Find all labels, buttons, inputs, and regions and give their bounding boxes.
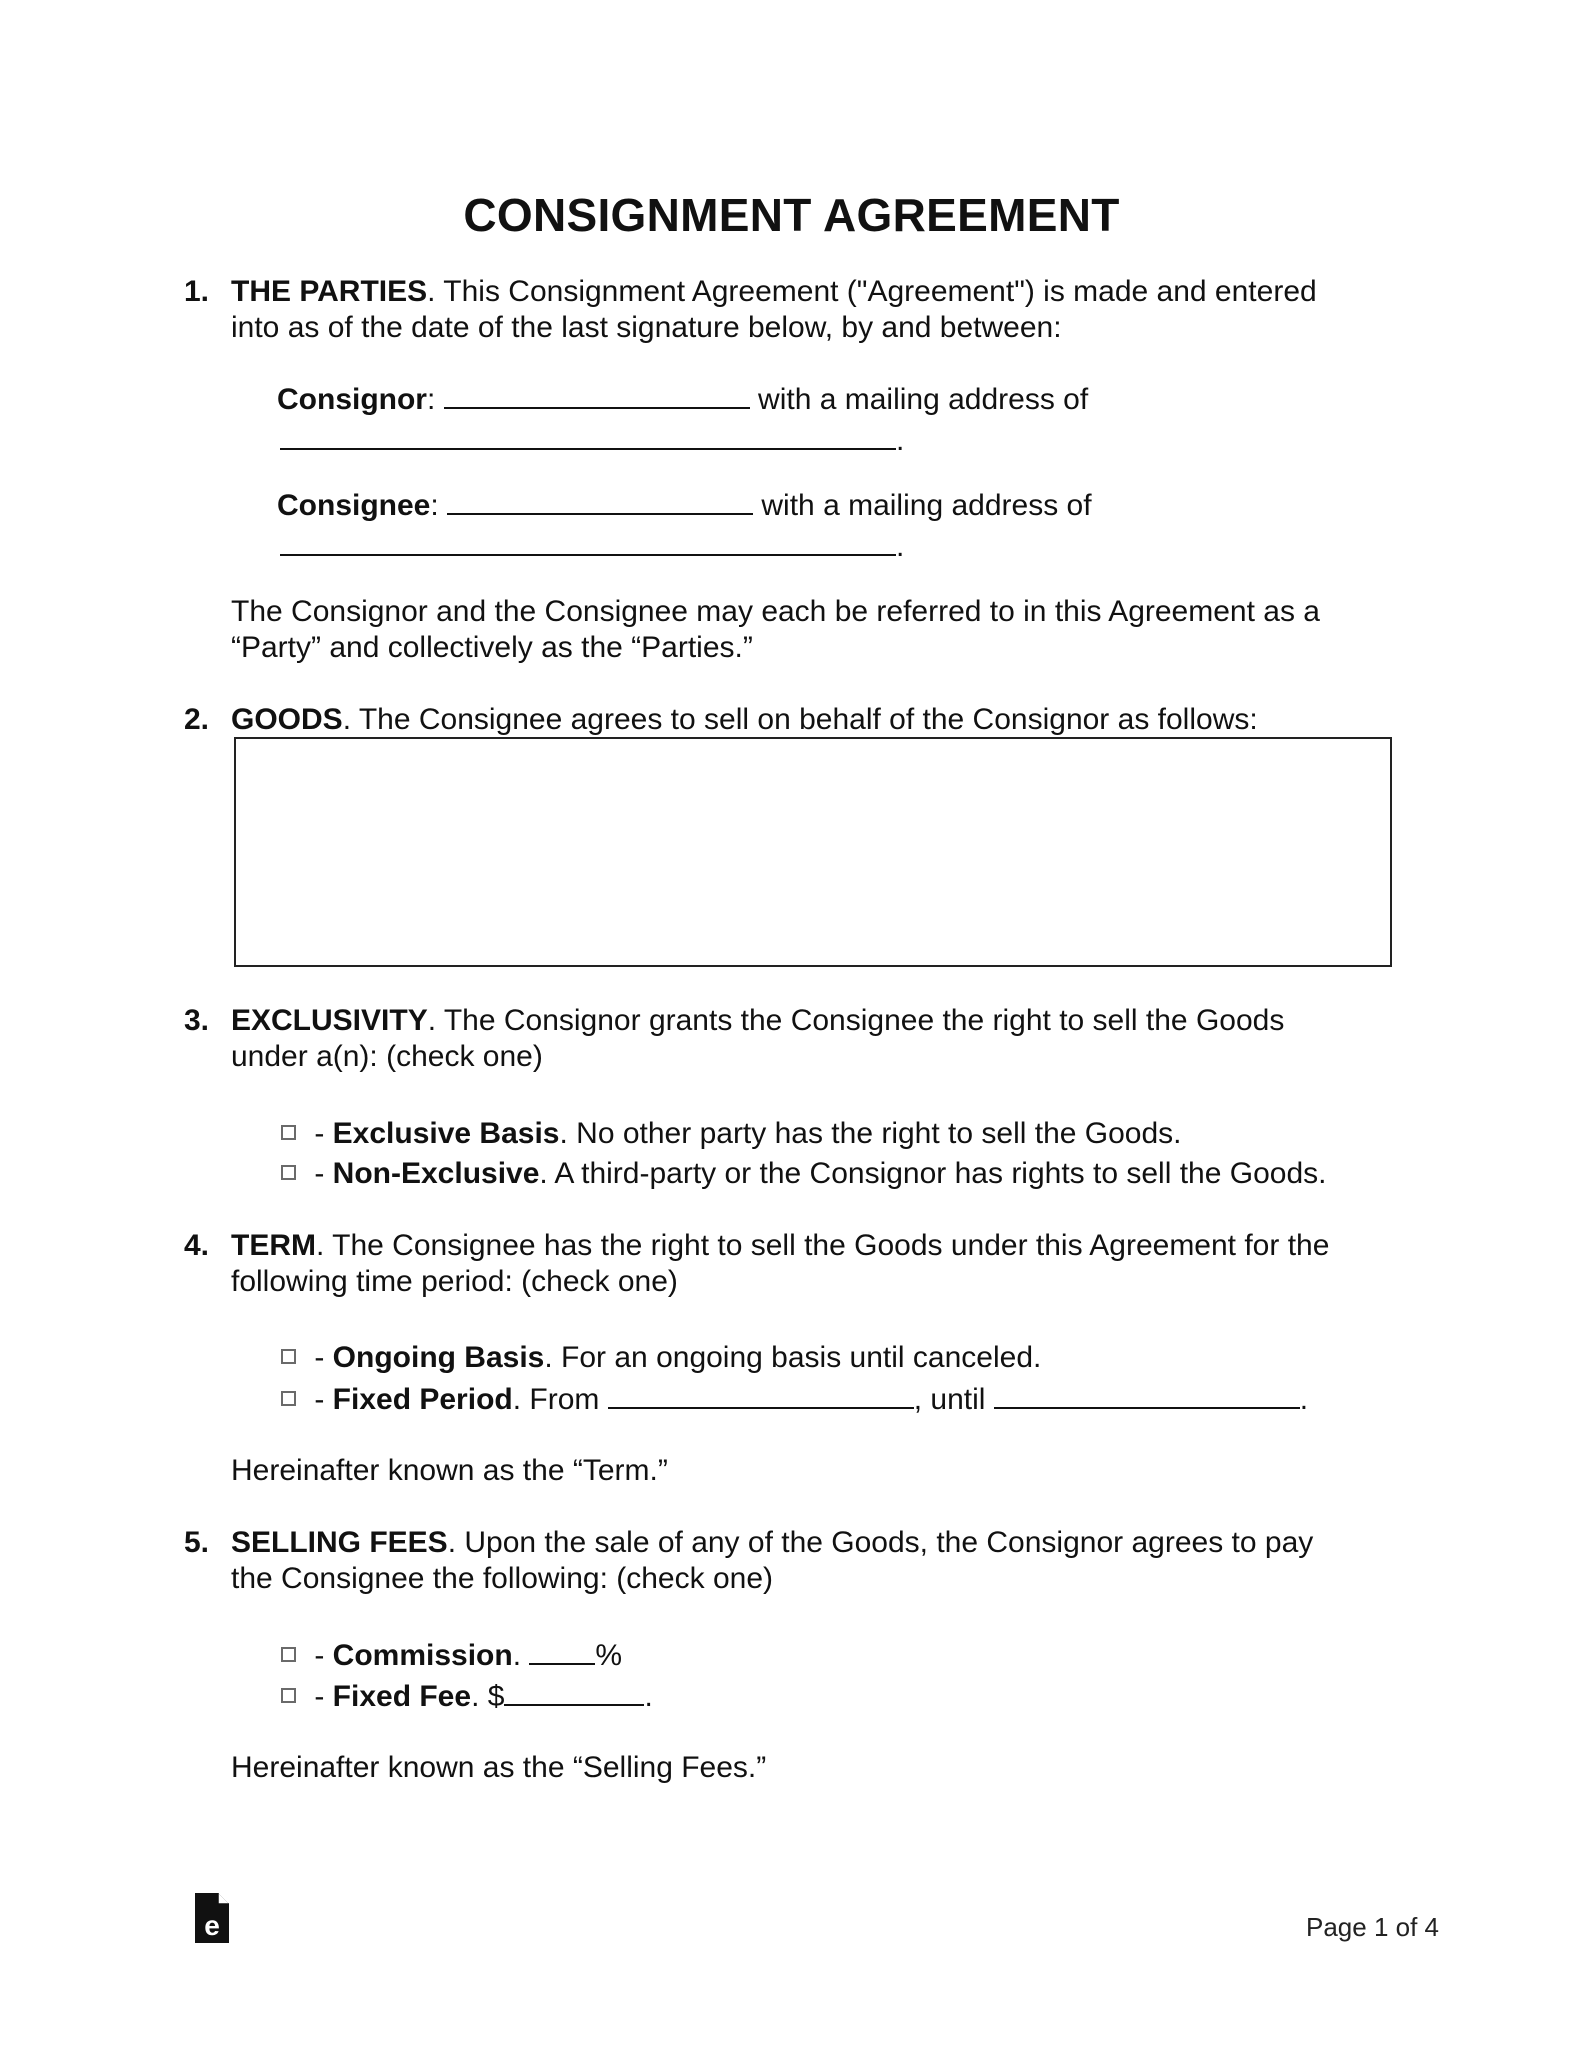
svg-text:e: e (204, 1910, 220, 1941)
exclusivity-intro-line1: EXCLUSIVITY. The Consignor grants the Consignee the right to sell the Goods (231, 1004, 1285, 1037)
consignor-address-field[interactable] (280, 422, 896, 450)
selling-fees-option-fixed-fee: - Fixed Fee. $ . (281, 1678, 653, 1715)
document-title: CONSIGNMENT AGREEMENT (463, 189, 1120, 241)
section-number-selling-fees: 5. (184, 1526, 210, 1559)
selling-fees-intro-line1: SELLING FEES. Upon the sale of any of the Goods, the Consignor agrees to pay (231, 1526, 1314, 1559)
exclusivity-intro-line2: under a(n): (check one) (231, 1040, 543, 1073)
exclusivity-option-exclusive: - Exclusive Basis. No other party has the right to sell the Goods. (281, 1116, 1182, 1152)
parties-reference-line1: The Consignor and the Consignee may each be referred to in this Agreement as a (231, 595, 1320, 628)
exclusivity-heading: EXCLUSIVITY (231, 1004, 428, 1037)
section-number-exclusivity: 3. (184, 1004, 210, 1037)
exclusivity-option-nonexclusive: - Non-Exclusive. A third-party or the Consignor has rights to sell the Goods. (281, 1156, 1326, 1192)
consignee-name-field[interactable] (447, 487, 753, 515)
fixed-period-label: Fixed Period (332, 1383, 513, 1416)
goods-description-field[interactable] (234, 737, 1392, 967)
consignor-line: Consignor: with a mailing address of (277, 383, 1089, 416)
ongoing-basis-label: Ongoing Basis (332, 1341, 545, 1374)
fixed-fee-label: Fixed Fee (332, 1680, 472, 1713)
term-start-date-field[interactable] (608, 1381, 914, 1409)
page-number: Page 1 of 4 (1306, 1912, 1439, 1942)
section-number-term: 4. (184, 1229, 210, 1262)
non-exclusive-label: Non-Exclusive (332, 1157, 540, 1190)
fixed-period-checkbox[interactable] (281, 1391, 296, 1406)
consignee-label: Consignee (277, 489, 431, 522)
fixed-fee-amount-field[interactable] (504, 1678, 644, 1706)
parties-intro-line2: into as of the date of the last signature below, by and between: (231, 311, 1062, 344)
term-heading: TERM (231, 1229, 316, 1262)
exclusive-basis-checkbox[interactable] (281, 1125, 296, 1140)
term-option-ongoing: - Ongoing Basis. For an ongoing basis until canceled. (281, 1340, 1041, 1376)
term-option-fixed: - Fixed Period. From , until . (281, 1381, 1308, 1418)
commission-percent-field[interactable] (529, 1637, 595, 1665)
goods-intro: GOODS. The Consignee agrees to sell on behalf of the Consignor as follows: (231, 703, 1258, 736)
eforms-logo-icon (193, 1893, 231, 1945)
term-intro-line1: TERM. The Consignee has the right to sell the Goods under this Agreement for the (231, 1229, 1330, 1262)
consignee-line: Consignee: with a mailing address of (277, 489, 1092, 522)
parties-heading: THE PARTIES (231, 275, 428, 308)
parties-reference-line2: “Party” and collectively as the “Parties.” (231, 631, 753, 664)
consignee-address-line: . (280, 528, 904, 565)
term-end-date-field[interactable] (994, 1381, 1300, 1409)
term-hereinafter: Hereinafter known as the “Term.” (231, 1454, 668, 1487)
goods-heading: GOODS (231, 703, 343, 736)
consignor-label: Consignor (277, 383, 427, 416)
selling-fees-hereinafter: Hereinafter known as the “Selling Fees.” (231, 1751, 767, 1784)
non-exclusive-checkbox[interactable] (281, 1165, 296, 1180)
consignee-address-field[interactable] (280, 528, 896, 556)
selling-fees-heading: SELLING FEES (231, 1526, 448, 1559)
selling-fees-intro-line2: the Consignee the following: (check one) (231, 1562, 773, 1595)
commission-checkbox[interactable] (281, 1647, 296, 1662)
consignor-address-line: . (280, 422, 904, 459)
section-number-parties: 1. (184, 275, 210, 308)
section-number-goods: 2. (184, 703, 210, 736)
exclusive-basis-label: Exclusive Basis (332, 1117, 560, 1150)
ongoing-basis-checkbox[interactable] (281, 1349, 296, 1364)
term-intro-line2: following time period: (check one) (231, 1265, 678, 1298)
selling-fees-option-commission: - Commission. % (281, 1637, 622, 1674)
parties-intro-line1: THE PARTIES. This Consignment Agreement ("Agreement") is made and entered (231, 275, 1317, 308)
fixed-fee-checkbox[interactable] (281, 1688, 296, 1703)
consignor-name-field[interactable] (444, 381, 750, 409)
commission-label: Commission (332, 1639, 513, 1672)
